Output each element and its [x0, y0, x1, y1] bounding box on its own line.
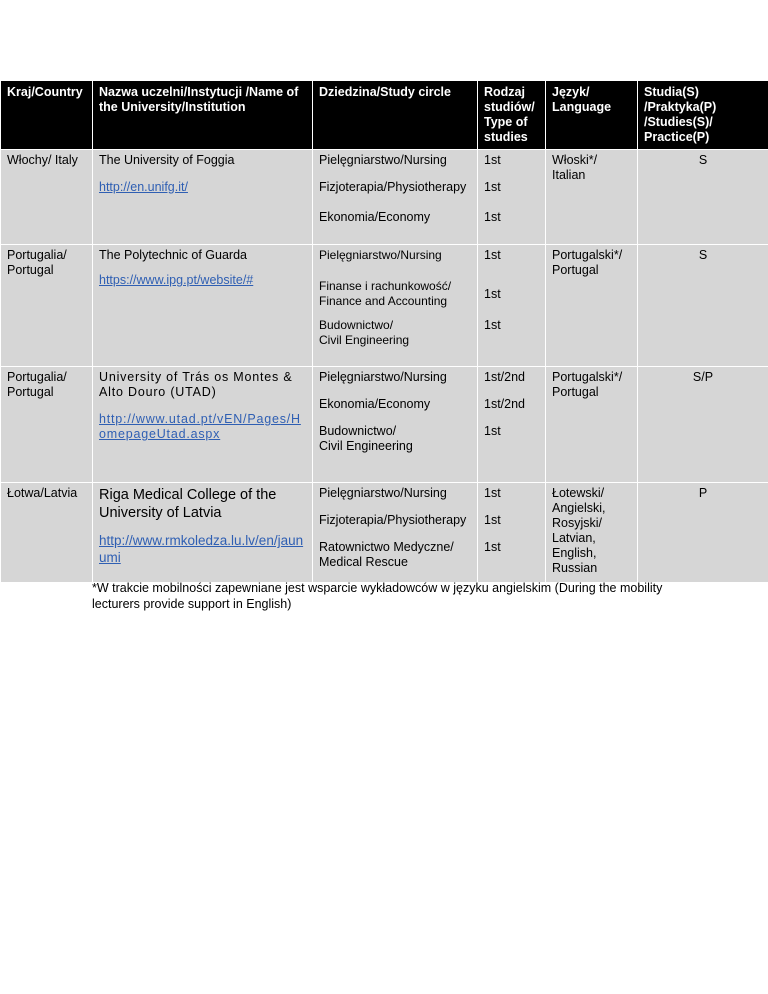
sp-cell: P	[638, 483, 768, 583]
university-link[interactable]: http://www.utad.pt/vEN/Pages/HomepageUtad.aspx	[99, 412, 301, 441]
field-item: Fizjoterapia/Physiotherapy	[319, 180, 467, 194]
type-item: 1st	[484, 248, 501, 262]
university-cell	[93, 245, 313, 367]
university-cell	[93, 483, 313, 583]
sp-cell: S	[638, 150, 768, 245]
type-item: 1st	[484, 540, 501, 554]
field-cell	[313, 150, 478, 245]
header-university: Nazwa uczelni/Instytucji /Name of the University/Institution	[93, 81, 313, 150]
university-link[interactable]: http://en.unifg.it/	[99, 180, 188, 194]
type-cell	[478, 483, 546, 583]
header-language: Język/ Language	[546, 81, 638, 150]
field-cell	[313, 245, 478, 367]
field-item: Ekonomia/Economy	[319, 210, 431, 224]
university-name: The Polytechnic of Guarda	[99, 248, 247, 262]
language-cell: Łotewski/ Angielski, Rosyjski/ Latvian, English, Russian	[546, 483, 638, 583]
country-cell: Portugalia/ Portugal	[1, 367, 93, 483]
field-item: Budownictwo/	[319, 424, 397, 438]
header-type: Rodzaj studiów/ Type of studies	[478, 81, 546, 150]
type-cell	[478, 245, 546, 367]
field-item: Pielęgniarstwo/Nursing	[319, 486, 447, 500]
table-row	[1, 150, 768, 245]
field-cell	[313, 367, 478, 483]
sp-cell: S	[638, 245, 768, 367]
field-item: Civil Engineering	[319, 439, 413, 453]
table-row	[1, 483, 768, 583]
field-item: Civil Engineering	[319, 333, 410, 347]
country-cell: Portugalia/ Portugal	[1, 245, 93, 367]
field-item: Pielęgniarstwo/Nursing	[319, 248, 442, 262]
university-cell	[93, 150, 313, 245]
field-cell	[313, 483, 478, 583]
partner-universities-table	[0, 80, 768, 583]
language-cell: Portugalski*/ Portugal	[546, 245, 638, 367]
table-row	[1, 367, 768, 483]
university-name: Riga Medical College of the University of Latvia	[99, 487, 277, 521]
field-item: Budownictwo/	[319, 318, 394, 332]
country-cell: Łotwa/Latvia	[1, 483, 93, 583]
language-cell: Portugalski*/ Portugal	[546, 367, 638, 483]
field-item: Pielęgniarstwo/Nursing	[319, 153, 447, 167]
field-item: Finanse i rachunkowość/	[319, 279, 452, 293]
sp-cell: S/P	[638, 367, 768, 483]
type-item: 1st	[484, 486, 501, 500]
type-cell	[478, 367, 546, 483]
type-cell	[478, 150, 546, 245]
type-item: 1st	[484, 513, 501, 527]
header-study-circle: Dziedzina/Study circle	[313, 81, 478, 150]
field-item: Finance and Accounting	[319, 294, 448, 308]
university-link[interactable]: http://www.rmkoledza.lu.lv/en/jaunumi	[99, 533, 304, 565]
type-item: 1st	[484, 424, 501, 438]
header-country: Kraj/Country	[1, 81, 93, 150]
university-name: University of Trás os Montes & Alto Douro (UTAD)	[99, 370, 293, 399]
university-link[interactable]: https://www.ipg.pt/website/#	[99, 273, 254, 287]
type-item: 1st	[484, 318, 501, 332]
header-row	[1, 81, 768, 150]
country-cell: Włochy/ Italy	[1, 150, 93, 245]
table-row	[1, 245, 768, 367]
field-item: Medical Rescue	[319, 555, 408, 569]
field-item: Ratownictwo Medyczne/	[319, 540, 454, 554]
type-item: 1st	[484, 180, 501, 194]
header-studies-practice: Studia(S) /Praktyka(P) /Studies(S)/ Practice(P)	[638, 81, 768, 150]
type-item: 1st	[484, 210, 501, 224]
field-item: Pielęgniarstwo/Nursing	[319, 370, 447, 384]
language-cell: Włoski*/ Italian	[546, 150, 638, 245]
field-item: Ekonomia/Economy	[319, 397, 431, 411]
university-cell	[93, 367, 313, 483]
university-name: The University of Foggia	[99, 153, 235, 167]
type-item: 1st	[484, 153, 501, 167]
type-item: 1st/2nd	[484, 370, 526, 384]
field-item: Fizjoterapia/Physiotherapy	[319, 513, 467, 527]
footnote: *W trakcie mobilności zapewniane jest wsparcie wykładowców w języku angielskim (During the mobility lecturers provide support in English)	[92, 581, 663, 611]
type-item: 1st/2nd	[484, 397, 526, 411]
type-item: 1st	[484, 287, 501, 301]
